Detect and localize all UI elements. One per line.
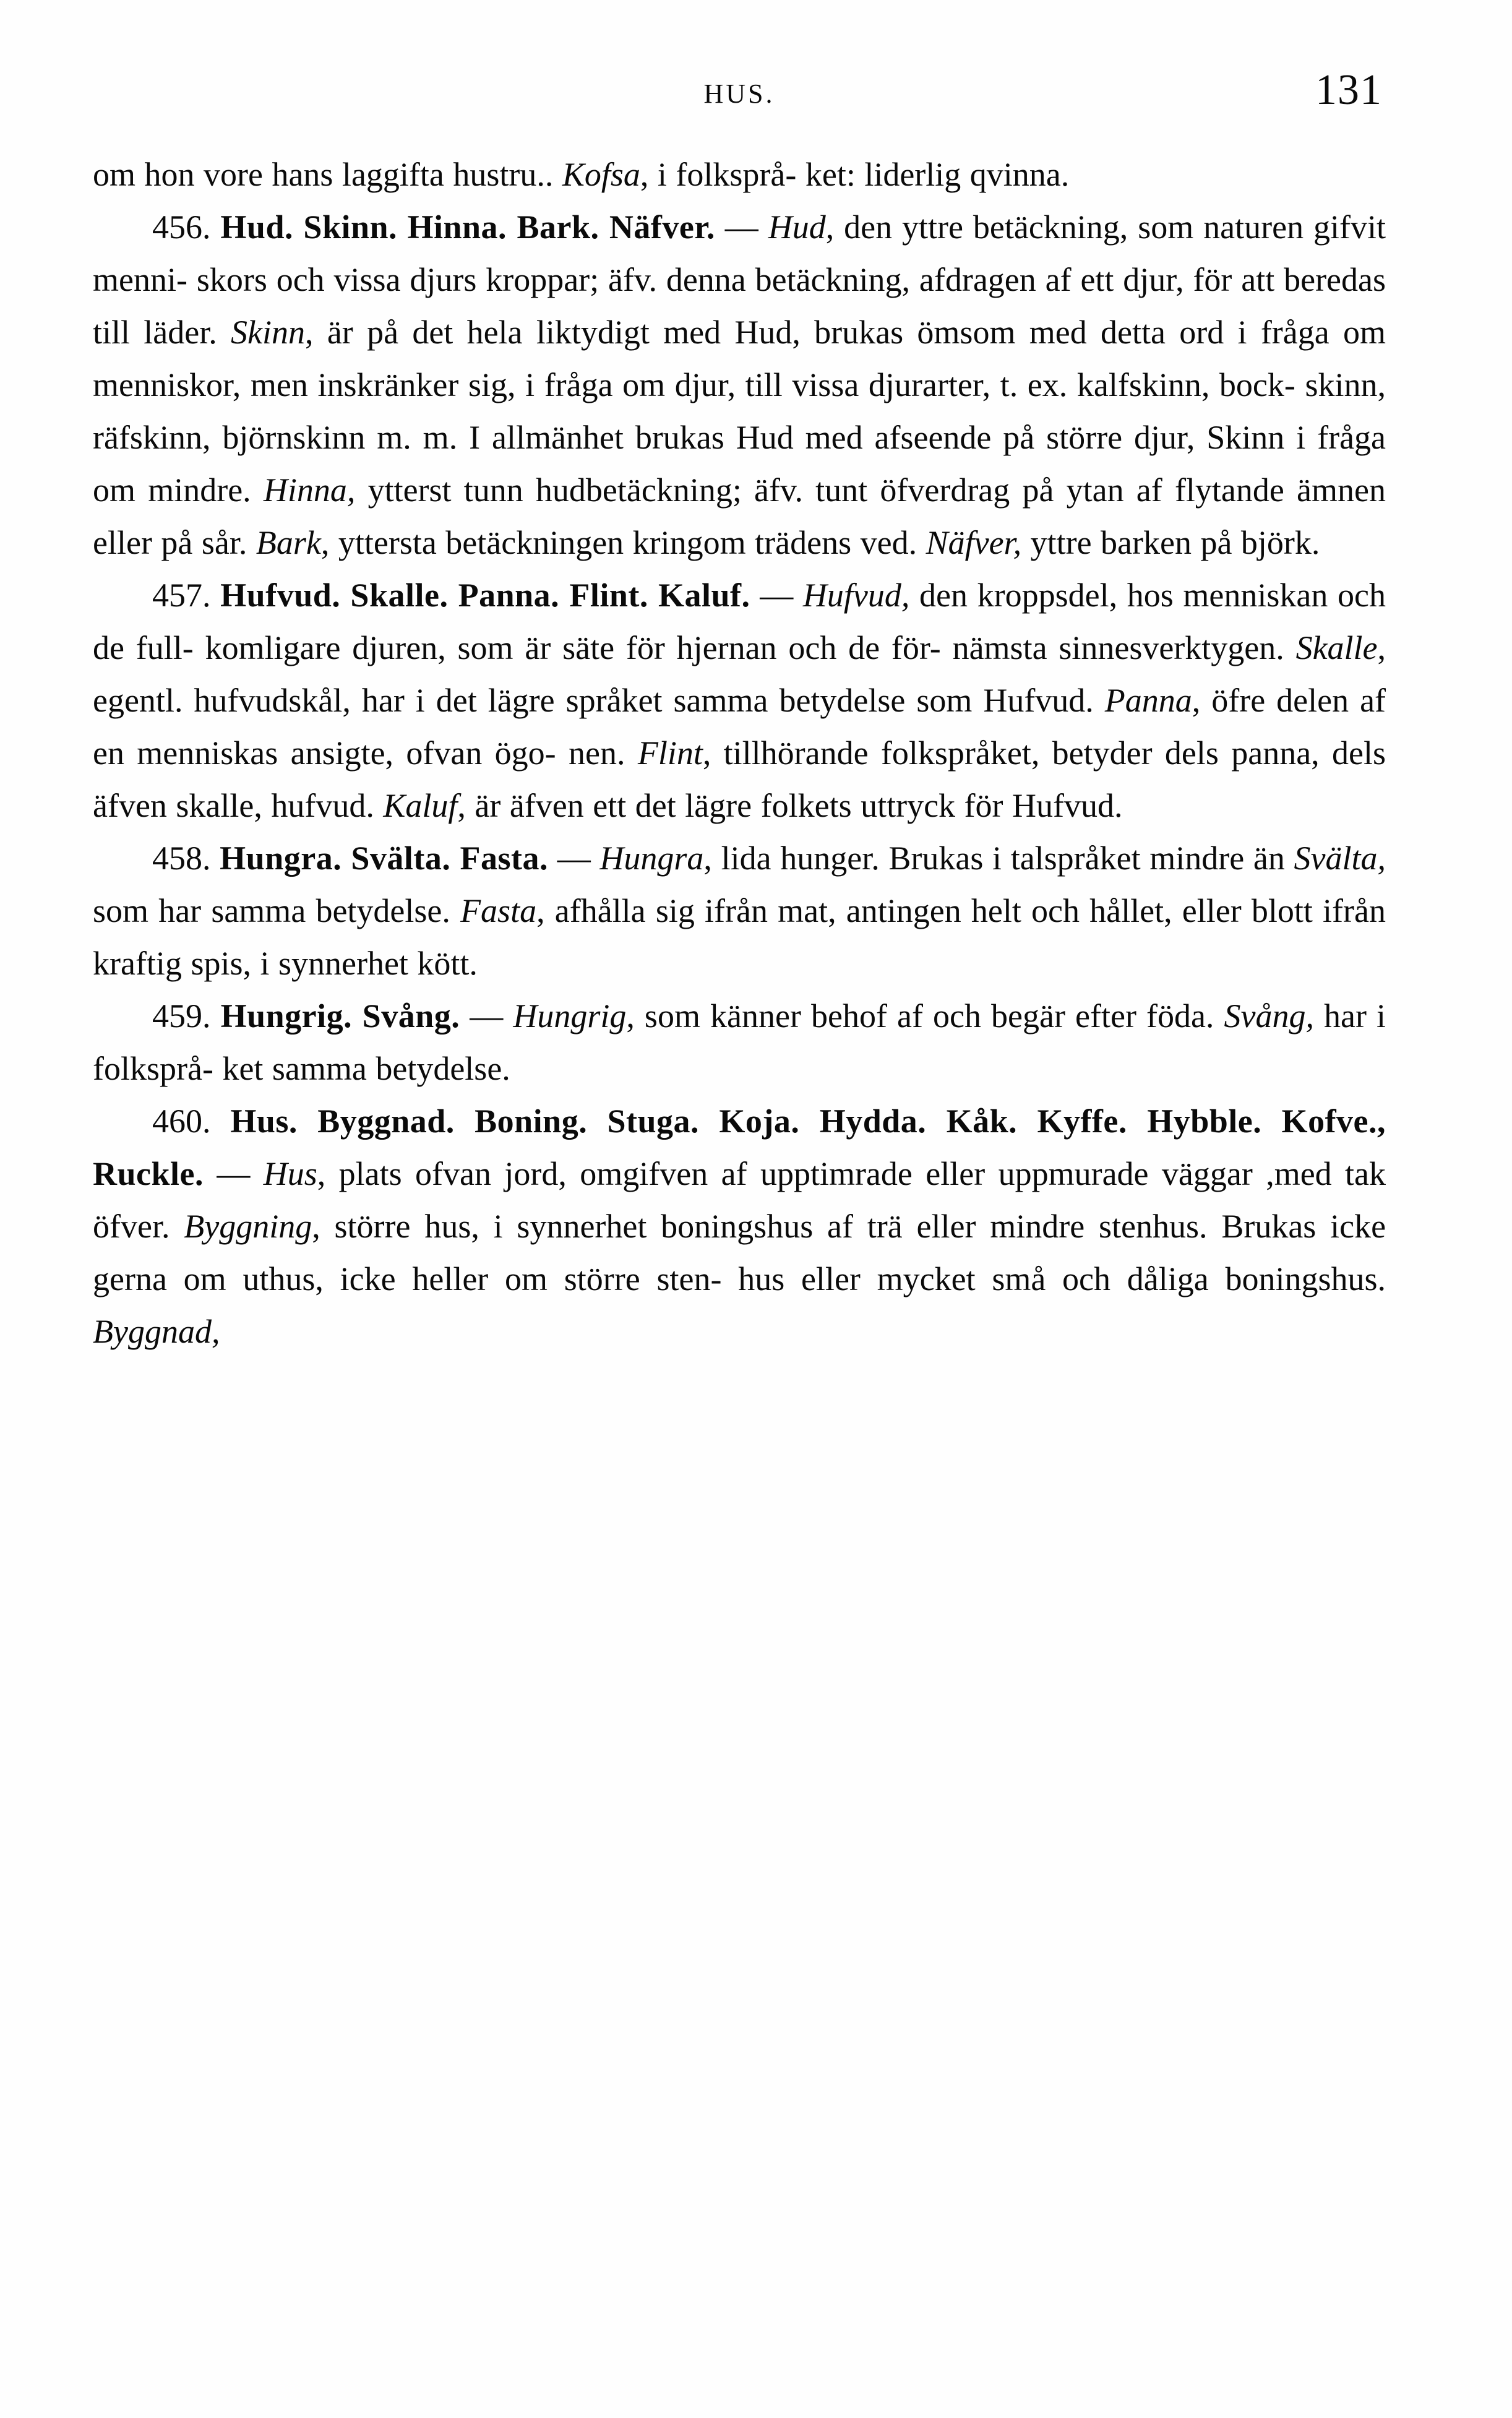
text-run: , tillhörande folkspråket, betyder dels panna, (702, 734, 1320, 772)
text-run: afdragen af ett djur, för att beredas till läder. (93, 261, 1386, 351)
entry-headwords: Hus. Byggnad. Boning. Stuga. Koja. (230, 1103, 800, 1140)
italic-term: Svälta, (1294, 840, 1386, 877)
text-run: , lida (703, 840, 771, 877)
text-run: skinn, räfskinn, björnskinn m. m. I allmänhet brukas (93, 366, 1386, 456)
page-content-block (93, 66, 1386, 1358)
italic-term: Hinna, (263, 471, 356, 509)
running-header (93, 66, 1386, 148)
entry-headwords: Hungrig. Svång. (220, 997, 460, 1035)
text-run: , som känner (626, 997, 801, 1035)
italic-term: Flint (637, 734, 703, 772)
italic-term: Skinn (231, 314, 306, 351)
text-run: , större (312, 1208, 411, 1245)
entry-dash: — (204, 1155, 264, 1192)
text-run: dels äfven skalle, hufvud. (93, 734, 1386, 824)
entry-headwords-continued: Hydda. Kåk. Kyffe. Hybble. Kofve., Ruckle. (93, 1103, 1386, 1192)
text-run: , yttersta betäckningen kringom trädens ved. (320, 524, 917, 561)
text-run: uppmurade väggar ,med tak öfver. (93, 1155, 1386, 1245)
text-run: har samma betydelse. (158, 892, 461, 929)
text-run: den kroppsdel, hos menniskan och de full- (93, 577, 1386, 666)
text-run: Brukas icke gerna om uthus, icke heller om större sten- (93, 1208, 1386, 1297)
text-run: ket samma betydelse. (222, 1050, 510, 1087)
running-head-title: HUS. (703, 79, 775, 109)
entry-number: 459. (152, 997, 221, 1035)
entry-dash: — (715, 209, 768, 246)
entry-dash: — (750, 577, 803, 614)
page-number: 131 (1315, 66, 1382, 114)
text-run: antingen helt och hållet, eller blott ifrån kraftig spis, (93, 892, 1386, 982)
entry-headwords: Hungra. Svälta. Fasta. (220, 840, 549, 877)
dictionary-entry (93, 569, 1386, 832)
text-run: , afhålla sig ifrån mat, (536, 892, 836, 929)
italic-term: Bark (256, 524, 321, 561)
dictionary-entry (93, 990, 1386, 1095)
italic-term: Skalle (1295, 629, 1378, 666)
text-run: , öfre delen af en menniskas ansigte, ofvan ögo- (93, 682, 1386, 772)
italic-term: Hungra (599, 840, 704, 877)
text-run: nämsta sinnesverktygen. (952, 629, 1296, 666)
text-run: hunger. Brukas i talspråket mindre än (780, 840, 1294, 877)
text-run: fråga om djur, till vissa djurarter, t. ex. kalfskinn, bock- (544, 366, 1295, 403)
entry-dash: — (460, 997, 513, 1035)
italic-term: Kaluf (383, 787, 458, 824)
text-run: har i folksprå- (93, 997, 1386, 1087)
body-text-column (93, 148, 1386, 1358)
italic-term: Panna (1104, 682, 1192, 719)
italic-term: Svång, (1224, 997, 1314, 1035)
text-root (93, 148, 1386, 1358)
text-run: Hud med afseende på större djur, Skinn i fråga om (93, 419, 1386, 509)
continuation-paragraph (93, 148, 1386, 201)
text-run: om hon vore hans laggifta hustru.. (93, 156, 562, 193)
entry-number: 458. (152, 840, 220, 877)
text-run: mindre. (148, 471, 264, 509)
text-run: öfverdrag på ytan af flytande ämnen eller på sår. (93, 471, 1386, 561)
italic-term: Byggning (184, 1208, 312, 1245)
entry-number: 456. (152, 209, 221, 246)
text-run: i synnerhet kött. (260, 945, 478, 982)
text-run: , i folksprå- ket: liderlig qvinna. (640, 156, 1070, 193)
text-run: i det lägre språket samma betydelse som Hufvud. (415, 682, 1094, 719)
text-run: , egentl. hufvudskål, har (93, 629, 1386, 719)
dictionary-entry (93, 1095, 1386, 1358)
text-run: behof af och begär efter föda. (811, 997, 1224, 1035)
dictionary-entry (93, 832, 1386, 990)
text-run: , är äfven ett det lägre (457, 787, 752, 824)
italic-term: Hus (263, 1155, 317, 1192)
entry-number: 460. (152, 1103, 231, 1140)
text-run: , plats ofvan jord, omgifven af upptimrade eller (317, 1155, 986, 1192)
text-run: är på det hela liktydigt med Hud, brukas ömsom med (327, 314, 1087, 351)
text-run: som (93, 892, 149, 929)
text-run: hus, i synnerhet boningshus af trä eller mindre stenhus. (424, 1208, 1208, 1245)
italic-term: Hungrig (513, 997, 627, 1035)
entry-number: 457. (152, 577, 221, 614)
entry-headwords: Hud. Skinn. Hinna. Bark. Näfver. (220, 209, 715, 246)
entry-headwords: Hufvud. Skalle. Panna. Flint. Kaluf. (220, 577, 750, 614)
text-run: komligare djuren, som är säte för hjernan och de för- (205, 629, 941, 666)
italic-term: Näfver, (926, 524, 1022, 561)
text-run: ytterst tunn hudbetäckning; äfv. tunt (355, 471, 868, 509)
text-run: folkets uttryck för Hufvud. (760, 787, 1123, 824)
text-run: skors och vissa djurs kroppar; äfv. denna betäckning, (196, 261, 911, 298)
text-run: nen. (569, 734, 638, 772)
entry-dash: — (548, 840, 600, 877)
text-run: yttre barken på björk. (1021, 524, 1320, 561)
italic-term: Hud (768, 209, 826, 246)
text-run: hus eller mycket små och dåliga boningshus. (738, 1260, 1386, 1297)
italic-term: Hufvud, (802, 577, 910, 614)
italic-term: Fasta (460, 892, 537, 929)
italic-term: Byggnad, (93, 1313, 220, 1350)
text-run: detta ord i fråga om menniskor, men inskränker sig, i (93, 314, 1386, 403)
italic-term: Kofsa (562, 156, 640, 193)
dictionary-entry (93, 201, 1386, 569)
text-run: , (305, 314, 314, 351)
text-run: , den yttre betäckning, som naturen gifvit menni- (93, 209, 1386, 298)
